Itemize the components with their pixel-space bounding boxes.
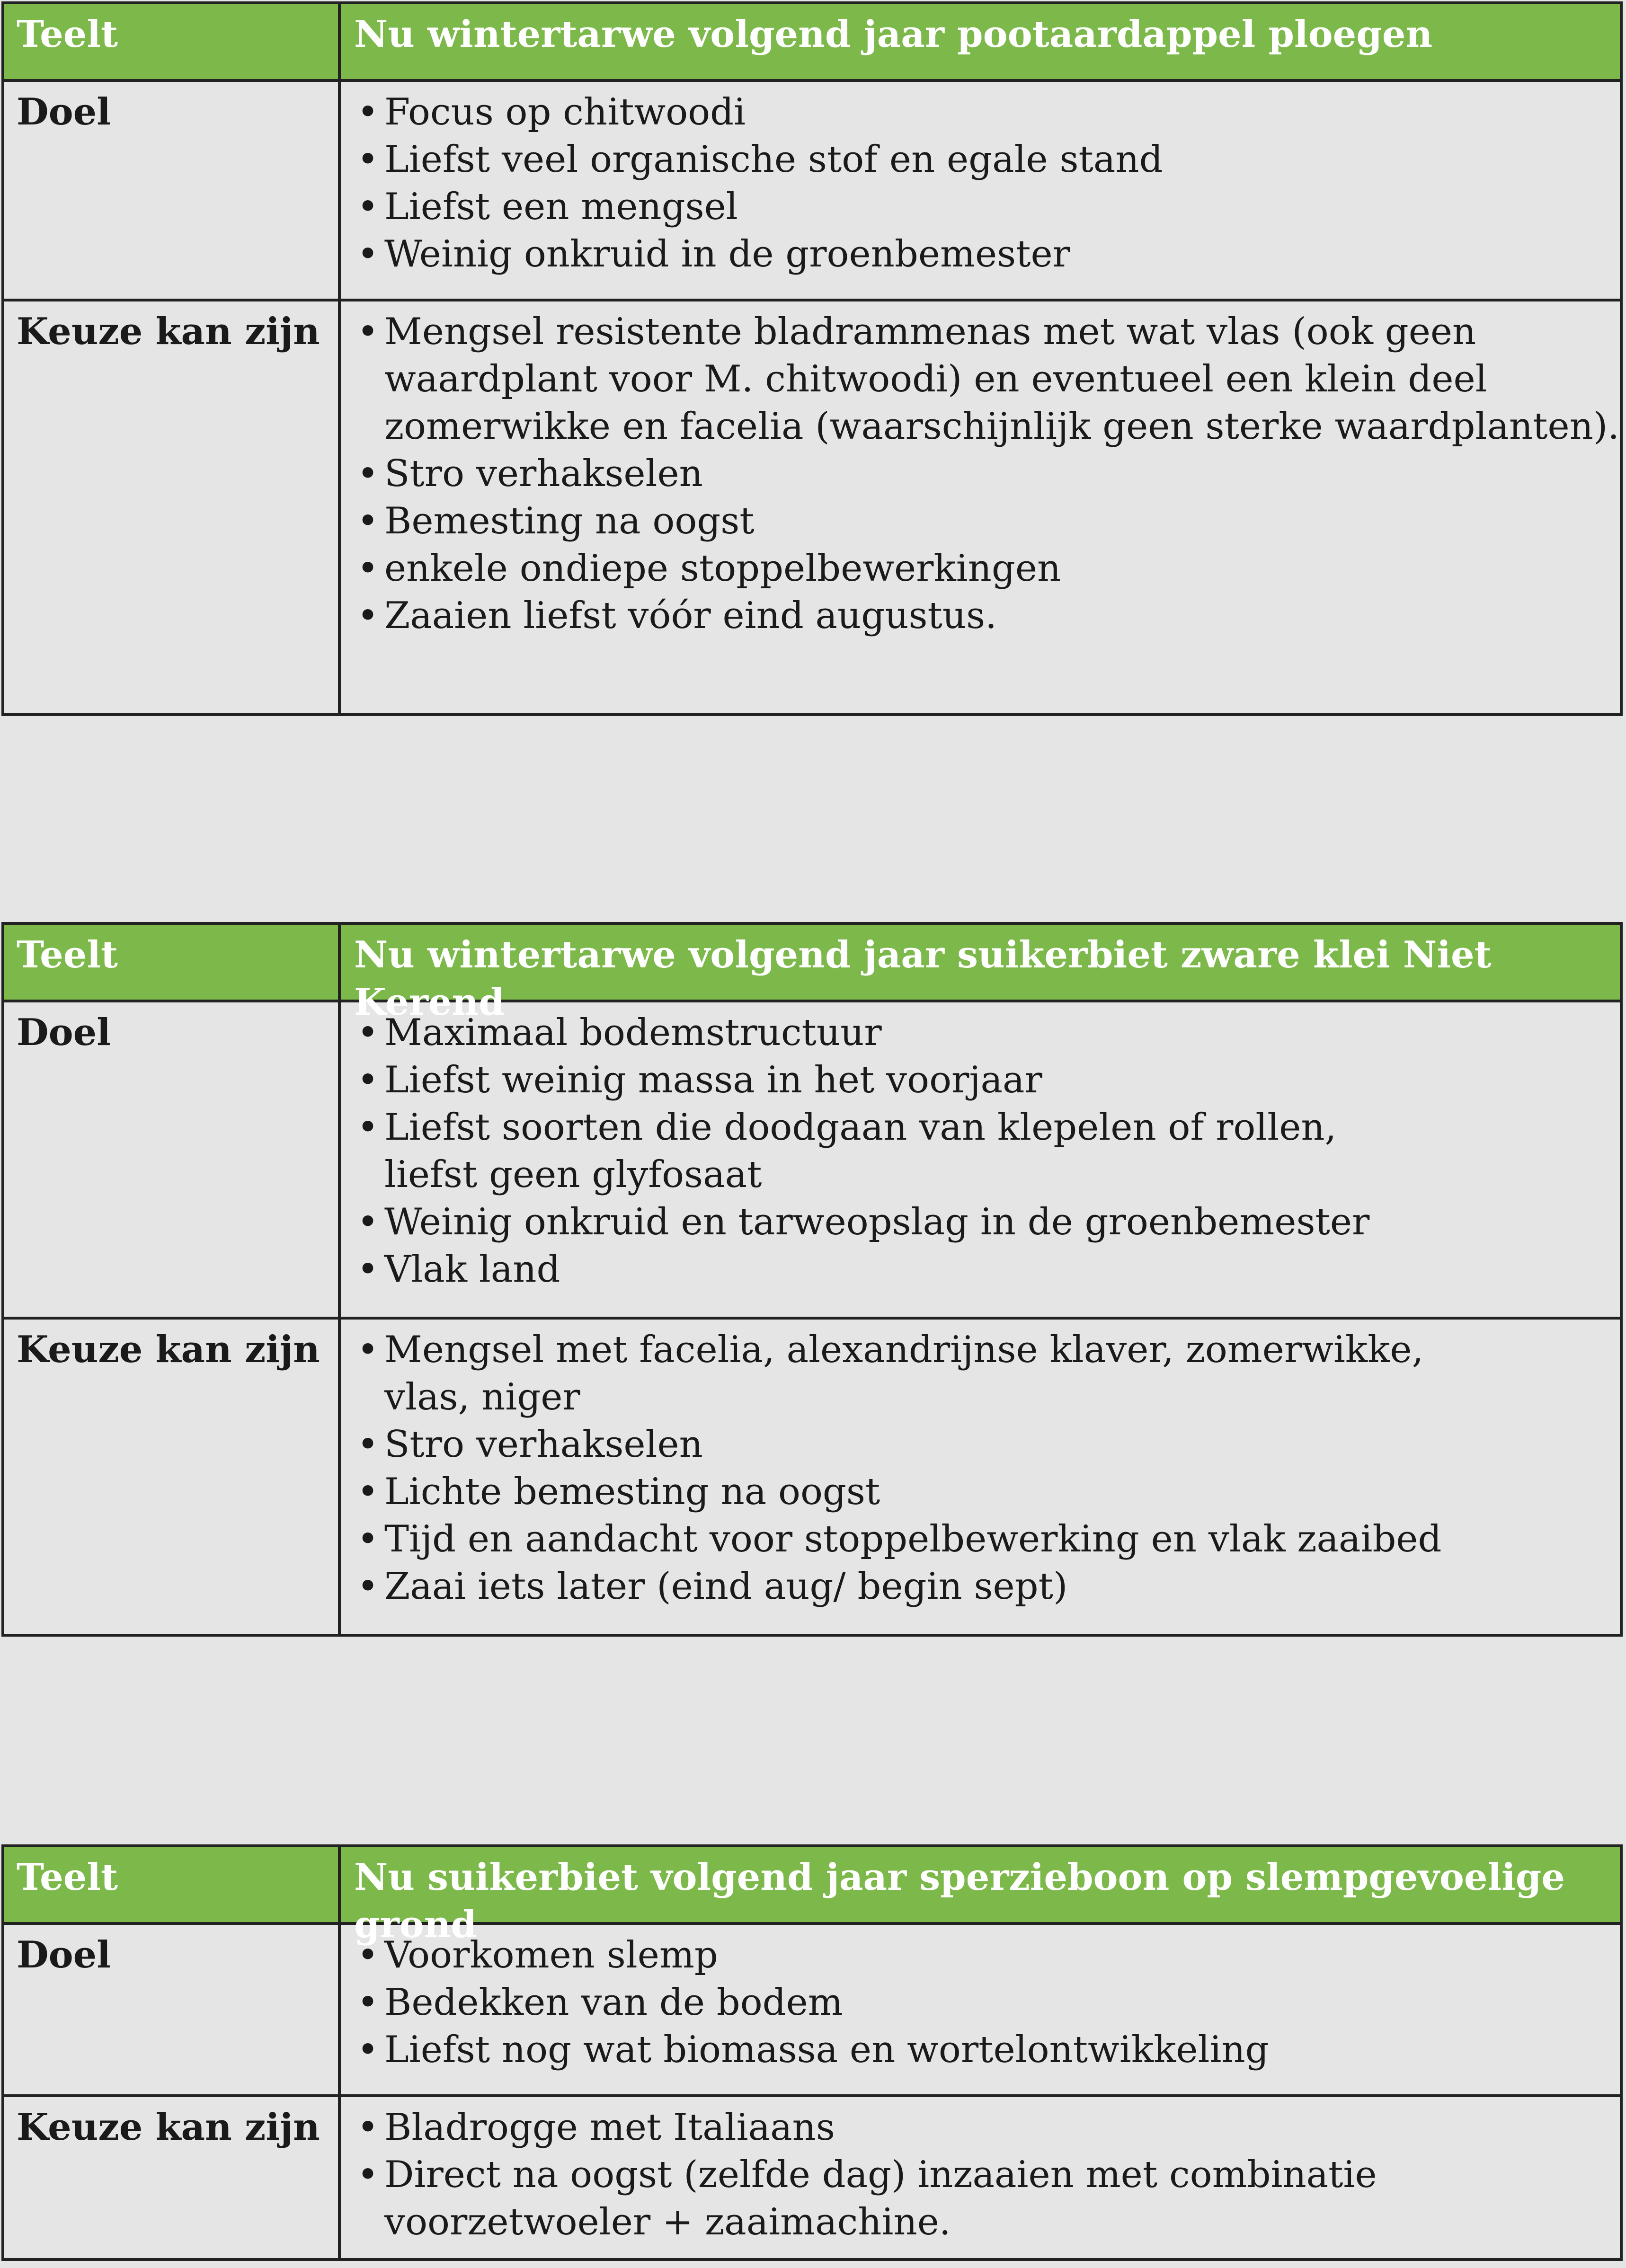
table-3-header-row — [4, 1847, 1620, 1946]
bullet-icon: • — [357, 1059, 379, 1101]
keuze-label: Keuze kan zijn — [4, 2097, 341, 2258]
list-item-text: Direct na oogst (zelfde dag) inzaaien met combinatie — [384, 2153, 1377, 2196]
bullet-icon: • — [357, 1011, 379, 1054]
keuze-label: Keuze kan zijn — [4, 301, 341, 713]
bullet-icon: • — [357, 1565, 379, 1608]
list-item — [354, 1515, 1620, 1563]
table-1-title: Nu wintertarwe volgend jaar pootaardappel ploegen — [354, 13, 1433, 56]
list-item-text: Focus op chitwoodi — [384, 91, 746, 133]
table-3-title: Nu suikerbiet volgend jaar sperzieboon op slempgevoelige grond — [354, 1856, 1565, 1946]
doel-cell — [341, 82, 1620, 299]
bullet-icon: • — [357, 1423, 379, 1466]
bullet-icon: • — [357, 310, 379, 353]
list-item-text: Liefst weinig massa in het voorjaar — [384, 1059, 1042, 1101]
table-2-keuze-row — [4, 1317, 1620, 1634]
table-1-header-row — [4, 4, 1620, 79]
list-item-text: Bladrogge met Italiaans — [384, 2106, 835, 2149]
list-item — [354, 2026, 1620, 2073]
list-item-text: Stro verhakselen — [384, 1423, 703, 1466]
doel-list — [354, 89, 1620, 278]
list-item — [354, 497, 1620, 545]
table-2 — [1, 922, 1623, 1637]
list-item — [354, 1246, 1620, 1293]
list-item-text: Mengsel resistente bladrammenas met wat vlas (ook geen — [384, 310, 1476, 353]
bullet-icon: • — [357, 91, 379, 133]
list-item-text: zomerwikke en facelia (waarschijnlijk geen sterke waardplanten). — [384, 405, 1620, 448]
doel-label: Doel — [4, 1002, 341, 1317]
list-item-text: Liefst nog wat biomassa en wortelontwikkeling — [384, 2029, 1269, 2071]
list-item-text: Weinig onkruid in de groenbemester — [384, 233, 1070, 275]
list-item — [354, 308, 1620, 450]
list-item — [354, 545, 1620, 592]
list-item — [354, 230, 1620, 278]
bullet-icon: • — [357, 233, 379, 275]
bullet-icon: • — [357, 1471, 379, 1513]
doel-label: Doel — [4, 1925, 341, 2094]
list-item — [354, 1979, 1620, 2026]
list-item-text: Zaaien liefst vóór eind augustus. — [384, 594, 997, 637]
keuze-cell — [341, 2097, 1620, 2258]
list-item-text: Lichte bemesting na oogst — [384, 1471, 880, 1513]
keuze-cell — [341, 1320, 1620, 1634]
keuze-list — [354, 1326, 1620, 1610]
keuze-label: Keuze kan zijn — [4, 1320, 341, 1634]
list-item — [354, 1563, 1620, 1610]
list-item — [354, 183, 1620, 230]
list-item-text: Vlak land — [384, 1248, 560, 1291]
bullet-icon: • — [357, 138, 379, 181]
list-item — [354, 592, 1620, 639]
table-3 — [1, 1844, 1623, 2261]
table-3-doel-row — [4, 1922, 1620, 2094]
bullet-icon: • — [357, 1329, 379, 1371]
teelt-label: Teelt — [4, 4, 341, 79]
list-item-text: enkele ondiepe stoppelbewerkingen — [384, 547, 1061, 590]
list-item-text: Liefst veel organische stof en egale stand — [384, 138, 1163, 181]
table-1-doel-row — [4, 79, 1620, 299]
list-item-text: Tijd en aandacht voor stoppelbewerking en vlak zaaibed — [384, 1518, 1442, 1560]
list-item — [354, 1009, 1620, 1056]
list-item-text: waardplant voor M. chitwoodi) en eventueel een klein deel — [384, 358, 1487, 400]
doel-list — [354, 1931, 1620, 2073]
list-item — [354, 1198, 1620, 1246]
bullet-icon: • — [357, 1934, 379, 1976]
table-1-keuze-row — [4, 299, 1620, 713]
list-item — [354, 136, 1620, 183]
list-item — [354, 1421, 1620, 1468]
doel-label: Doel — [4, 82, 341, 299]
table-3-keuze-row — [4, 2094, 1620, 2258]
list-item — [354, 89, 1620, 136]
bullet-icon: • — [357, 547, 379, 590]
list-item-text: Voorkomen slemp — [384, 1934, 718, 1976]
list-item — [354, 1931, 1620, 1979]
list-item-text: liefst geen glyfosaat — [384, 1153, 762, 1196]
list-item — [354, 1326, 1620, 1421]
list-item — [354, 2151, 1620, 2246]
doel-list — [354, 1009, 1620, 1293]
table-2-title: Nu wintertarwe volgend jaar suikerbiet zware klei Niet Kerend — [354, 933, 1492, 1024]
list-item — [354, 2104, 1620, 2151]
list-item — [354, 1468, 1620, 1515]
table-1 — [1, 1, 1623, 716]
bullet-icon: • — [357, 2106, 379, 2149]
list-item-text: Mengsel met facelia, alexandrijnse klaver, zomerwikke, — [384, 1329, 1424, 1371]
list-item — [354, 1056, 1620, 1104]
bullet-icon: • — [357, 1248, 379, 1291]
list-item-text: Liefst een mengsel — [384, 186, 738, 228]
teelt-label: Teelt — [4, 1847, 341, 1922]
list-item-text: voorzetwoeler + zaaimachine. — [384, 2201, 951, 2243]
bullet-icon: • — [357, 1201, 379, 1243]
teelt-label: Teelt — [4, 925, 341, 1000]
table-2-header-row — [4, 925, 1620, 1024]
keuze-list — [354, 308, 1620, 639]
doel-cell — [341, 1925, 1620, 2094]
list-item-text: Zaai iets later (eind aug/ begin sept) — [384, 1565, 1068, 1608]
bullet-icon: • — [357, 1518, 379, 1560]
list-item — [354, 1104, 1620, 1198]
list-item-text: Liefst soorten die doodgaan van klepelen of rollen, — [384, 1106, 1337, 1149]
list-item-text: Bemesting na oogst — [384, 500, 755, 542]
bullet-icon: • — [357, 500, 379, 542]
list-item — [354, 450, 1620, 497]
bullet-icon: • — [357, 452, 379, 495]
table-2-doel-row — [4, 1000, 1620, 1317]
list-item-text: Weinig onkruid en tarweopslag in de groenbemester — [384, 1201, 1370, 1243]
keuze-cell — [341, 301, 1620, 713]
list-item-text: Bedekken van de bodem — [384, 1981, 843, 2024]
list-item-text: vlas, niger — [384, 1376, 580, 1418]
bullet-icon: • — [357, 2029, 379, 2071]
bullet-icon: • — [357, 186, 379, 228]
list-item-text: Maximaal bodemstructuur — [384, 1011, 882, 1054]
list-item-text: Stro verhakselen — [384, 452, 703, 495]
doel-cell — [341, 1002, 1620, 1317]
bullet-icon: • — [357, 1981, 379, 2024]
bullet-icon: • — [357, 1106, 379, 1149]
bullet-icon: • — [357, 594, 379, 637]
keuze-list — [354, 2104, 1620, 2246]
bullet-icon: • — [357, 2153, 379, 2196]
